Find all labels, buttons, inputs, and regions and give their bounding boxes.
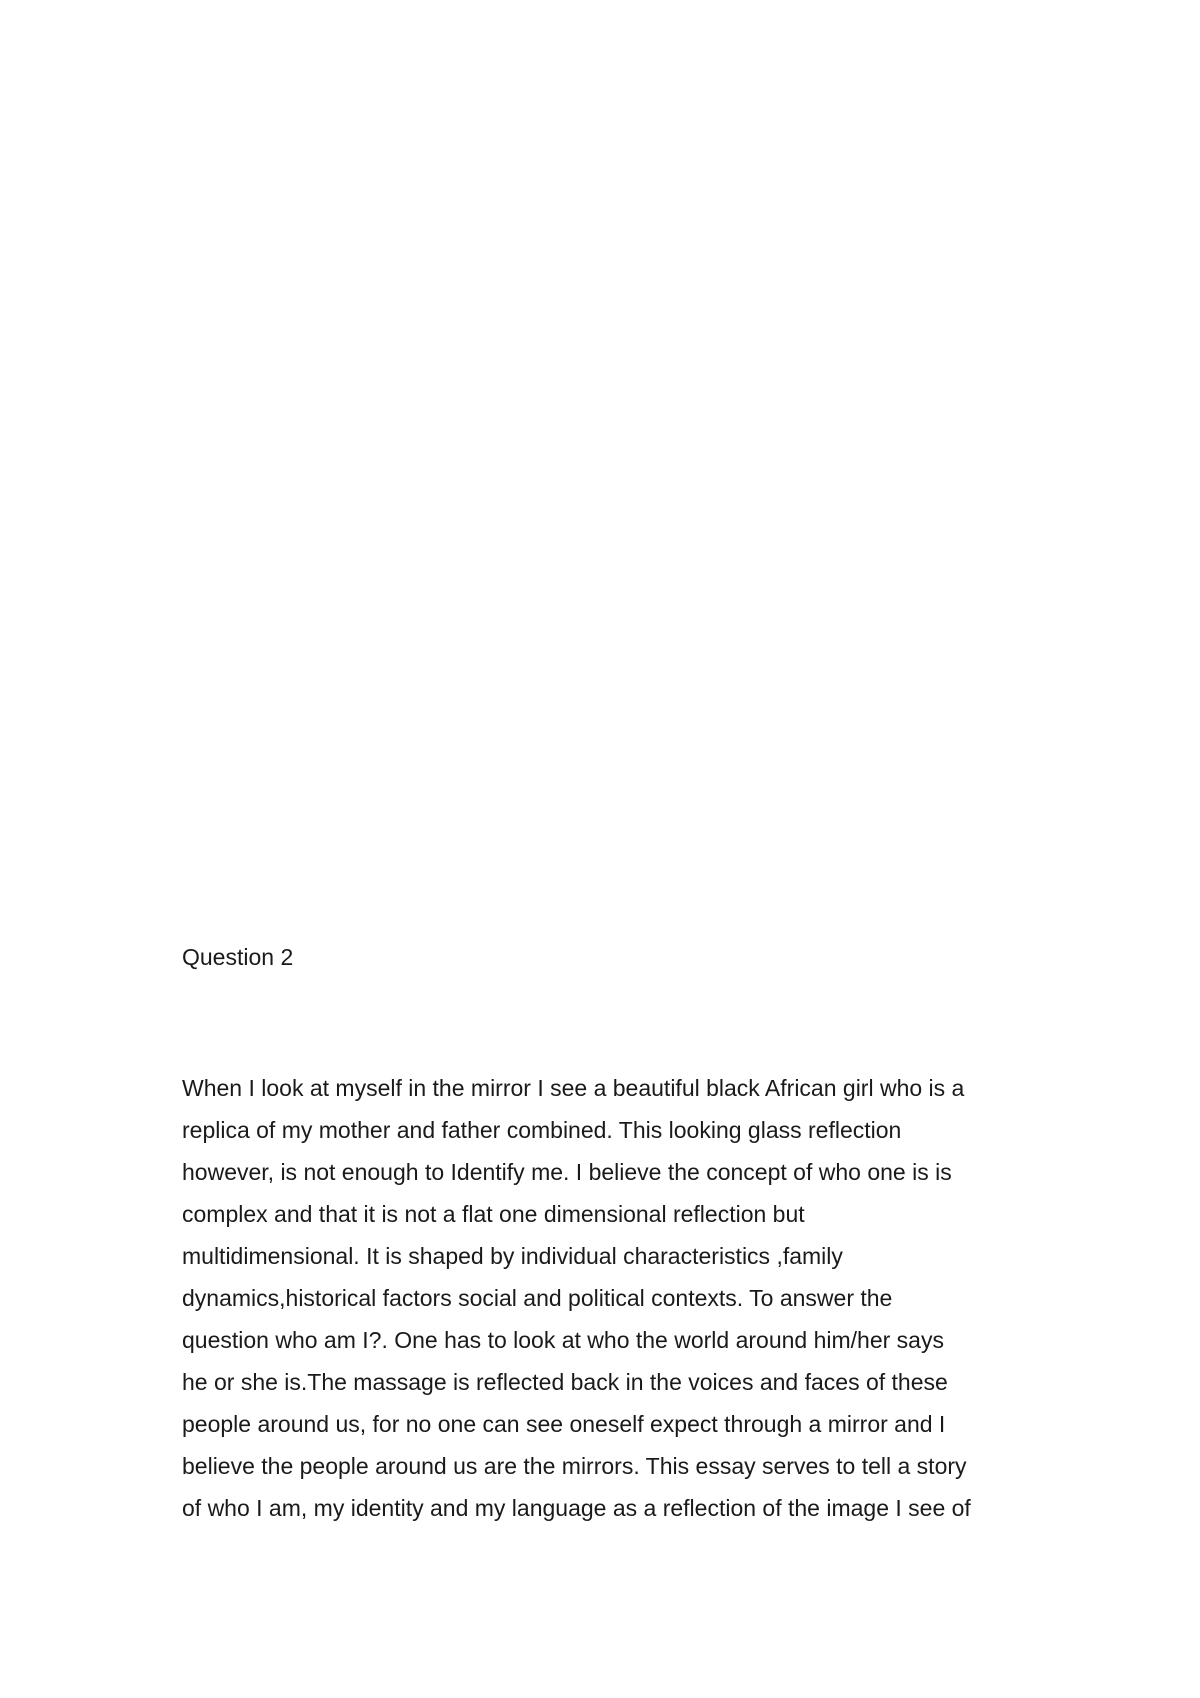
paragraph-line: multidimensional. It is shaped by individual characteristics ,family	[182, 1243, 843, 1269]
essay-paragraph	[182, 1067, 1024, 1529]
paragraph-line: he or she is.The massage is reflected back in the voices and faces of these	[182, 1369, 948, 1395]
paragraph-line: question who am I?. One has to look at who the world around him/her says	[182, 1327, 944, 1353]
paragraph-line: however, is not enough to Identify me. I believe the concept of who one is is	[182, 1159, 952, 1185]
paragraph-line: believe the people around us are the mirrors. This essay serves to tell a story	[182, 1453, 967, 1479]
paragraph-line: complex and that it is not a flat one dimensional reflection but	[182, 1201, 805, 1227]
paragraph-line: When I look at myself in the mirror I see a beautiful black African girl who is a	[182, 1075, 965, 1101]
paragraph-line: people around us, for no one can see oneself expect through a mirror and I	[182, 1411, 946, 1437]
paragraph-line: dynamics,historical factors social and political contexts. To answer the	[182, 1285, 893, 1311]
question-heading: Question 2	[182, 944, 294, 970]
paragraph-line: replica of my mother and father combined. This looking glass reflection	[182, 1117, 902, 1143]
paragraph-line: of who I am, my identity and my language as a reflection of the image I see of	[182, 1495, 971, 1521]
